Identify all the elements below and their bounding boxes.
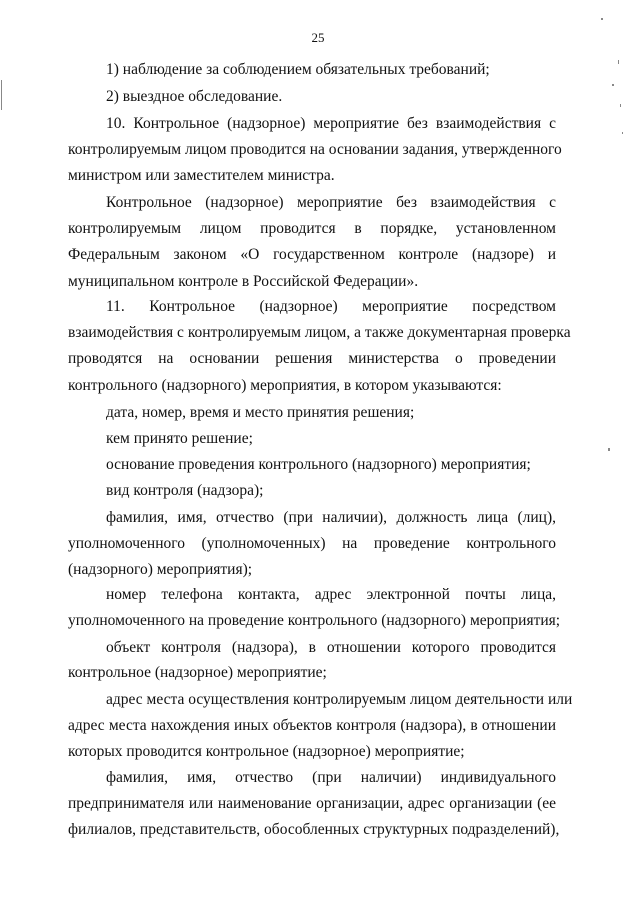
text-line: 1) наблюдение за соблюдением обязательных требований;	[106, 61, 490, 78]
text-line: 2) выездное обследование.	[106, 88, 283, 105]
text-line: предпринимателя или наименование организации, адрес организации (ее	[68, 795, 556, 812]
text-line: адрес места нахождения иных объектов контроля (надзора), в отношении	[68, 717, 556, 734]
text-line: кем принято решение;	[106, 430, 253, 447]
scan-mark	[612, 84, 614, 86]
text-line: уполномоченного (уполномоченных) на проведение контрольного	[68, 535, 556, 552]
text-line: уполномоченного на проведение контрольного (надзорного) мероприятия;	[68, 612, 561, 629]
scan-mark	[601, 18, 603, 20]
text-line: муниципальном контроле в Российской Федерации».	[68, 273, 419, 290]
text-line: министром или заместителем министра.	[68, 167, 335, 184]
scan-mark	[608, 448, 610, 451]
text-line: основание проведения контрольного (надзорного) мероприятия;	[106, 456, 531, 473]
text-line: проводятся на основании решения министерства о проведении	[68, 350, 556, 367]
scan-mark	[620, 104, 621, 107]
text-line: 10. Контрольное (надзорное) мероприятие без взаимодействия с	[106, 115, 556, 132]
scan-mark	[1, 80, 2, 110]
text-line: которых проводится контрольное (надзорное) мероприятие;	[68, 743, 465, 760]
scan-mark	[618, 60, 619, 64]
text-line: фамилия, имя, отчество (при наличии) индивидуального	[106, 769, 556, 786]
text-line: контролируемым лицом проводится в порядке, установленном	[68, 220, 556, 237]
text-line: дата, номер, время и место принятия решения;	[106, 404, 415, 421]
text-line: фамилия, имя, отчество (при наличии), должность лица (лиц),	[106, 509, 556, 526]
text-line: контрольного (надзорного) мероприятия, в котором указываются:	[68, 377, 502, 394]
text-line: Контрольное (надзорное) мероприятие без взаимодействия с	[106, 194, 556, 211]
text-line: контрольное (надзорное) мероприятие;	[68, 664, 327, 681]
text-line: взаимодействия с контролируемым лицом, а также документарная проверка	[68, 324, 571, 341]
text-line: (надзорного) мероприятия);	[68, 561, 253, 578]
text-line: контролируемым лицом проводится на основании задания, утвержденного	[68, 141, 562, 158]
text-line: филиалов, представительств, обособленных структурных подразделений),	[68, 821, 560, 838]
text-line: объект контроля (надзора), в отношении которого проводится	[106, 639, 556, 656]
text-line: 11. Контрольное (надзорное) мероприятие посредством	[106, 298, 556, 315]
text-line: адрес места осуществления контролируемым лицом деятельности или	[106, 691, 573, 708]
page-number: 25	[311, 30, 325, 45]
text-line: вид контроля (надзора);	[106, 482, 264, 499]
text-line: номер телефона контакта, адрес электронной почты лица,	[106, 586, 556, 603]
text-line: Федеральным законом «О государственном контроле (надзоре) и	[68, 246, 556, 263]
scan-mark	[622, 132, 623, 134]
